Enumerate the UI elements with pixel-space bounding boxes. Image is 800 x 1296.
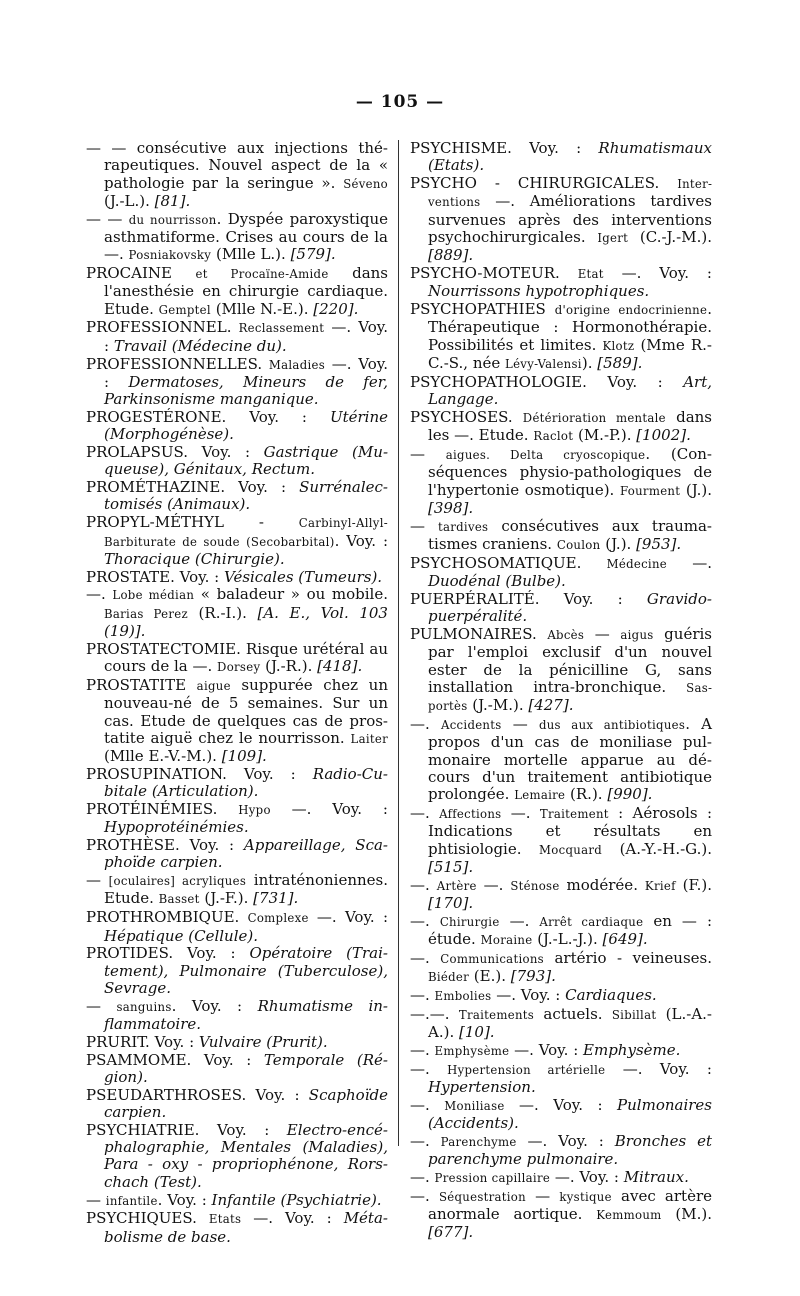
entry-text: PSYCHISME. Voy. : <box>410 139 599 157</box>
entry-reference: Métabolisme de base. <box>104 1209 388 1246</box>
entry-text: PULMONAIRES. <box>410 625 548 644</box>
entry-smallcaps-text: Pression capillaire <box>434 1170 551 1185</box>
entry-text: guéris par l'emploi exclusif d'un nouvel ester de la pénicilline G, sans installation intra-bronchique. <box>428 625 712 696</box>
entry-smallcaps-text: Laiter <box>350 731 388 746</box>
entry-smallcaps-text: Moraine <box>480 933 533 948</box>
entry-text: —. <box>410 1167 435 1186</box>
entry-smallcaps-text: Médecine <box>606 556 668 571</box>
entry-smallcaps-text: Hypertension artérielle <box>447 1062 606 1077</box>
entry-text: —. Voy. : <box>270 799 388 818</box>
entry-text: PROTHROMBIQUE. <box>86 908 248 927</box>
index-entry <box>86 945 388 997</box>
index-entry <box>86 140 388 210</box>
index-entry <box>410 1188 712 1242</box>
entry-text: (J.-R.). <box>260 657 318 676</box>
index-entry <box>86 1052 388 1087</box>
entry-text: —. <box>410 715 441 733</box>
index-entry <box>86 909 388 945</box>
entry-reference: [109]. <box>221 747 267 766</box>
entry-reference: Thoracique (Chirurgie). <box>104 549 285 568</box>
index-entry <box>86 409 388 444</box>
entry-smallcaps-text: Interventions <box>428 177 712 210</box>
entry-text: —. Voy. : <box>308 908 388 927</box>
entry-text: . Thérapeutique : Hormonothérapie. Possibilités et limites. <box>428 300 712 354</box>
index-entry <box>410 1169 712 1187</box>
entry-text: —. Voy. : <box>509 1040 584 1059</box>
entry-reference: [427]. <box>528 696 574 715</box>
index-entry <box>86 319 388 355</box>
index-entry <box>86 872 388 909</box>
entry-text: ). <box>581 354 598 373</box>
index-entry <box>410 175 712 264</box>
entry-text: PSYCHOSES. <box>410 407 523 426</box>
page-number: — 105 — <box>355 92 445 112</box>
entry-text: PROFESSIONNELLES. <box>86 354 269 373</box>
entry-text: PSYCHOSOMATIQUE. <box>410 553 607 572</box>
entry-smallcaps-text: Raclot <box>533 429 574 444</box>
index-entry <box>410 987 712 1005</box>
entry-smallcaps-text: Détérioration mentale <box>522 410 666 425</box>
entry-smallcaps-text: et Procaïne-Amide <box>195 267 329 282</box>
entry-text: (M.-P.). <box>573 426 637 445</box>
entry-reference: [953]. <box>636 535 682 554</box>
entry-text: . Dyspée paroxystique asthmatiforme. Crises au cours de la —. <box>104 209 389 264</box>
index-entry <box>410 1133 712 1169</box>
entry-text: —. Voy. : <box>104 354 388 391</box>
entry-smallcaps-text: dus aux antibiotiques <box>538 718 686 732</box>
entry-reference: Emphysème. <box>583 1040 681 1059</box>
entry-smallcaps-text: Sibillat <box>611 1007 657 1022</box>
entry-reference: [579]. <box>290 245 336 264</box>
entry-smallcaps-text: Krief <box>644 878 676 893</box>
entry-smallcaps-text: Accidents <box>440 718 502 732</box>
entry-text: —. <box>410 1095 445 1114</box>
entry-text: — <box>501 715 539 733</box>
entry-text: . (Conséquences physio-pathologiques de l'hypertonie osmotique). <box>428 445 712 499</box>
entry-text: — <box>410 445 446 464</box>
entry-text: . A propos d'un cas de moniliase pulmonaire mortelle apparue au décours d'un traitement antibiotique prolongée. <box>428 715 712 804</box>
entry-text: PSYCHO - CHIRURGICALES. <box>410 174 678 193</box>
entry-smallcaps-text: aigues. Delta cryoscopique <box>445 448 646 463</box>
entry-smallcaps-text: Biéder <box>428 970 470 985</box>
index-entry <box>86 1210 388 1246</box>
entry-text: . Voy. : <box>171 996 258 1015</box>
entry-smallcaps-text: Traitements <box>458 1007 535 1022</box>
index-entry <box>410 265 712 301</box>
entry-reference: Vésicales (Tumeurs). <box>223 567 383 586</box>
entry-text: —. <box>501 803 540 822</box>
entry-text: — — consécutive aux injections thérapeutiques. Nouvel aspect de la « pathologie par la seringue ». <box>86 139 388 192</box>
entry-smallcaps-text: infantile <box>105 1193 158 1208</box>
entry-smallcaps-text: Moniliase <box>444 1098 505 1113</box>
entry-smallcaps-text: Sasportès <box>428 680 712 714</box>
entry-text: PROCAINE <box>86 264 196 283</box>
entry-text: PROTÉINÉMIES. <box>86 799 239 818</box>
entry-text: (Mme R.-C.-S., née <box>428 335 712 373</box>
index-entry <box>410 446 712 517</box>
index-entry <box>410 518 712 555</box>
index-entry <box>86 514 388 568</box>
entry-reference: [649]. <box>602 930 648 949</box>
entry-text: (M.). <box>661 1205 713 1224</box>
entry-text: (J.-L.-J.). <box>532 930 603 949</box>
entry-reference: [1002]. <box>636 426 691 445</box>
entry-text: « baladeur » ou mobile. <box>194 585 388 604</box>
entry-smallcaps-text: Barias Perez <box>104 606 188 621</box>
entry-text: —. Voy. : <box>504 1095 618 1114</box>
entry-text: —. <box>410 985 435 1004</box>
entry-reference: Cardiaques. <box>565 985 657 1004</box>
entry-text: —. <box>499 911 540 930</box>
index-entry <box>410 716 712 804</box>
entry-text: — <box>410 516 438 535</box>
entry-reference: [889]. <box>428 246 474 265</box>
index-entry <box>410 409 712 446</box>
entry-text: —. <box>86 585 113 604</box>
entry-smallcaps-text: d'origine endocrinienne <box>554 303 708 318</box>
entry-reference: Hypoprotéinémies. <box>104 818 249 837</box>
entry-reference: Infantile (Psychiatrie). <box>211 1190 382 1209</box>
entry-text: —. Voy. : <box>516 1131 615 1150</box>
entry-smallcaps-text: Reclassement <box>238 321 325 336</box>
entry-reference: Gravido-puerpéralité. <box>428 589 712 626</box>
entry-text: (Mlle E.-V.-M.). <box>104 747 222 766</box>
entry-text: — <box>525 1186 560 1205</box>
entry-reference: [418]. <box>317 657 363 676</box>
entry-smallcaps-text: Dorsey <box>217 660 261 675</box>
entry-reference: [10]. <box>459 1023 495 1042</box>
entry-smallcaps-text: Gemptel <box>158 302 211 317</box>
index-entry <box>410 1061 712 1097</box>
entry-text: modérée. <box>559 875 645 894</box>
entry-reference: Electro-encéphalographie, Mentales (Maladies), Para - oxy - propriophénone, Rorschach (Test). <box>104 1120 388 1191</box>
entry-text: (J.). <box>600 535 637 554</box>
entry-reference: [793]. <box>510 967 556 986</box>
index-entry <box>86 998 388 1034</box>
entry-reference: Scaphoïde carpien. <box>104 1085 388 1122</box>
entry-text: PROFESSIONNEL. <box>86 318 239 337</box>
entry-text: PROMÉTHAZINE. Voy. : <box>86 478 300 497</box>
entry-reference: Dermatoses, Mineurs de fer, Parkinsonisme manganique. <box>104 372 388 409</box>
entry-smallcaps-text: Hypo <box>238 802 271 817</box>
entry-smallcaps-text: Igert <box>597 230 629 245</box>
entry-text: —. Voy. : <box>241 1209 344 1228</box>
entry-text: — <box>584 625 621 644</box>
entry-text: —. <box>410 1059 448 1078</box>
entry-smallcaps-text: Séveno <box>343 176 388 191</box>
entry-text: : Aérosols : Indications et résultats en phtisiologie. <box>428 803 712 858</box>
index-entry <box>410 626 712 715</box>
index-entry <box>410 591 712 626</box>
index-entry <box>86 1087 388 1122</box>
entry-text: PSYCHOPATHOLOGIE. Voy. : <box>410 372 684 391</box>
entry-reference: [731]. <box>253 889 299 908</box>
entry-text: —. <box>410 1186 439 1205</box>
entry-text: consécutives aux traumatismes craniens. <box>428 516 712 554</box>
entry-smallcaps-text: Fourment <box>620 483 681 498</box>
entry-text: —. <box>476 875 511 894</box>
entry-text: PROSTATECTOMIE. Risque urétéral au cours de la —. <box>86 639 388 676</box>
entry-smallcaps-text: Parenchyme <box>440 1134 517 1149</box>
entry-text: PSEUDARTHROSES. Voy. : <box>86 1085 309 1104</box>
entry-text: (R.-I.). <box>187 603 258 622</box>
entry-reference: Opératoire (Traitement), Pulmonaire (Tuberculose), Sevrage. <box>104 944 388 997</box>
entry-smallcaps-text: Complexe <box>247 911 309 926</box>
entry-smallcaps-text: aigue <box>196 678 231 693</box>
entry-reference: [A. E., Vol. 103 (19)]. <box>104 603 388 641</box>
index-entry <box>86 677 388 765</box>
entry-text: PUERPÉRALITÉ. Voy. : <box>410 589 647 608</box>
index-entry <box>86 211 388 265</box>
entry-reference: Surrénalectomisés (Animaux). <box>104 478 388 514</box>
entry-text: —. Voy. : <box>491 985 566 1004</box>
entry-text: . Voy. : <box>334 531 388 550</box>
index-entry <box>86 837 388 872</box>
entry-smallcaps-text: Maladies <box>268 357 326 372</box>
entry-text: (C.-J.-M.). <box>628 227 712 246</box>
entry-text: (Mlle L.). <box>211 245 291 264</box>
entry-reference: Mitraux. <box>623 1167 689 1186</box>
entry-smallcaps-text: Séquestration <box>438 1189 526 1204</box>
right-column <box>410 140 712 1242</box>
entry-reference: Temporale (Région). <box>104 1050 388 1086</box>
entry-text: artério - veineuses. <box>543 948 712 967</box>
entry-text: —. <box>667 553 712 572</box>
entry-text: (A.-Y.-H.-G.). <box>602 839 712 858</box>
entry-reference: [589]. <box>597 354 643 373</box>
entry-smallcaps-text: Coulon <box>556 538 601 553</box>
entry-smallcaps-text: Sténose <box>510 878 560 893</box>
entry-text: PROTHÈSE. Voy. : <box>86 836 244 855</box>
index-entry <box>86 1122 388 1191</box>
index-entry <box>410 805 712 876</box>
index-entry <box>410 1006 712 1042</box>
entry-smallcaps-text: Posniakovsky <box>128 248 212 263</box>
entry-text: . Voy. : <box>157 1190 212 1209</box>
entry-reference: [81]. <box>154 191 191 210</box>
entry-text: (J.-L.). <box>104 191 155 210</box>
index-entry <box>410 1097 712 1133</box>
entry-text: PROSTATE. Voy. : <box>86 567 224 586</box>
entry-smallcaps-text: Affections <box>439 806 502 821</box>
entry-text: (L.-A.-A.). <box>428 1004 712 1042</box>
entry-text: — <box>86 996 117 1015</box>
entry-text: (R.). <box>565 785 608 804</box>
entry-smallcaps-text: Lobe médian <box>112 588 195 603</box>
entry-text: (J.). <box>680 480 713 499</box>
entry-text: —. <box>410 1131 441 1150</box>
entry-reference: Travail (Médecine du). <box>113 336 287 355</box>
entry-smallcaps-text: tardives <box>437 519 489 534</box>
entry-smallcaps-text: Klotz <box>602 338 635 353</box>
entry-reference: Vulvaire (Prurit). <box>198 1032 328 1051</box>
entry-text: —. <box>410 911 440 930</box>
entry-smallcaps-text: [oculaires] acryliques <box>108 874 247 889</box>
entry-text: intraténoniennes. Etude. <box>104 871 388 908</box>
index-entry <box>86 265 388 319</box>
index-entry <box>86 641 388 677</box>
index-entry <box>410 950 712 987</box>
entry-smallcaps-text: Mocquard <box>539 842 603 857</box>
entry-reference: Art, Langage. <box>428 372 712 409</box>
entry-smallcaps-text: Embolies <box>434 988 492 1003</box>
entry-text: — — <box>86 209 129 228</box>
index-entry <box>86 586 388 640</box>
index-entry <box>86 766 388 801</box>
entry-text: PROLAPSUS. Voy. : <box>86 443 264 462</box>
entry-reference: Hypertension. <box>428 1077 536 1096</box>
entry-text: —. Voy. : <box>605 1059 712 1078</box>
entry-smallcaps-text: Abcès <box>547 628 585 643</box>
entry-reference: [677]. <box>428 1223 474 1242</box>
entry-reference: Pulmonaires (Accidents). <box>428 1095 712 1133</box>
index-entry <box>86 479 388 514</box>
entry-text: PRURIT. Voy. : <box>86 1032 199 1051</box>
entry-text: —.—. <box>410 1004 459 1023</box>
index-entry <box>410 1042 712 1060</box>
entry-text: (J.-F.). <box>199 889 254 908</box>
entry-text: PROTIDES. Voy. : <box>86 944 250 963</box>
entry-smallcaps-text: Basset <box>158 892 200 907</box>
entry-text: en — : étude. <box>428 911 712 949</box>
entry-text: — <box>86 871 109 890</box>
entry-reference: Nourrissons hypotrophiques. <box>428 282 650 301</box>
entry-text: PSYCHOPATHIES <box>410 300 555 319</box>
entry-smallcaps-text: Chirurgie <box>439 914 500 929</box>
entry-reference: [220]. <box>313 299 359 318</box>
entry-text: PSYCHIATRIE. Voy. : <box>86 1120 287 1139</box>
entry-text: PROGESTÉRONE. Voy. : <box>86 407 330 426</box>
entry-text: PSYCHIQUES. <box>86 1209 209 1228</box>
entry-text: PROPYL-MÉTHYL - <box>86 513 299 532</box>
entry-smallcaps-text: Lévy-Valensi <box>505 357 582 372</box>
index-entry <box>86 801 388 837</box>
entry-smallcaps-text: Emphysème <box>434 1043 510 1058</box>
entry-text: suppurée chez un nouveau-né de 5 semaines. Sur un cas. Etude de quelques cas de prostatite aiguë chez le nourrisson. <box>104 675 388 747</box>
entry-smallcaps-text: Etats <box>208 1212 242 1227</box>
entry-text: dans l'anesthésie en chirurgie cardiaque. Etude. <box>104 264 388 318</box>
entry-reference: [990]. <box>607 785 653 804</box>
entry-smallcaps-text: Kemmoum <box>596 1208 662 1223</box>
entry-text: —. <box>410 803 440 822</box>
entry-reference: Gastrique (Muqueuse), Génitaux, Rectum. <box>104 443 389 479</box>
index-entry <box>410 555 712 591</box>
entry-reference: Bronches et parenchyme pulmonaire. <box>428 1131 712 1169</box>
index-entry <box>86 1034 388 1051</box>
entry-smallcaps-text: sanguins <box>116 999 172 1014</box>
entry-text: PSAMMOME. Voy. : <box>86 1050 264 1069</box>
entry-text: —. <box>410 875 437 894</box>
entry-text: (F.). <box>675 875 712 894</box>
entry-text: PROSTATITE <box>86 675 197 694</box>
index-entry <box>86 444 388 479</box>
entry-smallcaps-text: Artère <box>436 878 477 893</box>
entry-text: —. Voy. : <box>603 264 712 283</box>
entry-reference: [398]. <box>428 498 474 517</box>
left-column <box>86 140 388 1246</box>
entry-reference: Rhumatismaux (Etats). <box>428 139 712 175</box>
entry-text: PROSUPINATION. Voy. : <box>86 764 313 783</box>
entry-smallcaps-text: kystique <box>559 1189 612 1204</box>
entry-text: avec artère anormale aortique. <box>428 1186 712 1224</box>
entry-text: (J.-M.). <box>467 696 529 715</box>
entry-smallcaps-text: aigus <box>620 628 654 643</box>
entry-text: actuels. <box>534 1004 612 1023</box>
entry-smallcaps-text: Communications <box>440 951 544 966</box>
index-entry <box>86 1192 388 1210</box>
entry-text: —. <box>410 1040 435 1059</box>
entry-smallcaps-text: Etat <box>577 267 604 282</box>
entry-reference: [515]. <box>428 857 474 876</box>
entry-smallcaps-text: Lemaire <box>514 788 566 803</box>
index-entry <box>86 569 388 586</box>
entry-text: dans les —. Etude. <box>428 407 712 445</box>
entry-smallcaps-text: Arrêt cardiaque <box>539 914 644 929</box>
index-entry <box>410 140 712 175</box>
entry-text: (E.). <box>469 967 511 986</box>
entry-reference: Utérine (Morphogénèse). <box>104 407 388 444</box>
index-entry <box>410 374 712 409</box>
entry-reference: Radio-Cubitale (Articulation). <box>104 764 388 801</box>
entry-text: —. Voy. : <box>104 318 388 355</box>
entry-text: PSYCHO-MOTEUR. <box>410 264 578 283</box>
entry-reference: Rhumatisme inflammatoire. <box>104 996 388 1034</box>
entry-text: —. Voy. : <box>550 1167 624 1186</box>
entry-text: (Mlle N.-E.). <box>210 299 314 318</box>
entry-smallcaps-text: Traitement <box>539 806 609 821</box>
entry-smallcaps-text: Carbinyl-Allyl-Barbiturate de soude (Secobarbital) <box>104 516 388 549</box>
column-divider <box>398 140 399 1146</box>
index-entry <box>410 877 712 913</box>
index-entry <box>410 913 712 950</box>
entry-reference: Hépatique (Cellule). <box>104 926 258 945</box>
index-entry <box>86 356 388 409</box>
entry-reference: Appareillage, Scaphoïde carpien. <box>104 836 388 872</box>
entry-reference: Duodénal (Bulbe). <box>428 572 566 591</box>
index-entry <box>410 301 712 373</box>
entry-smallcaps-text: du nourrisson <box>128 212 217 227</box>
entry-reference: [170]. <box>428 893 474 912</box>
entry-text: —. <box>410 948 441 967</box>
entry-text: —. Améliorations tardives survenues après des interventions psychochirurgicales. <box>428 192 712 246</box>
entry-text: — <box>86 1190 106 1209</box>
